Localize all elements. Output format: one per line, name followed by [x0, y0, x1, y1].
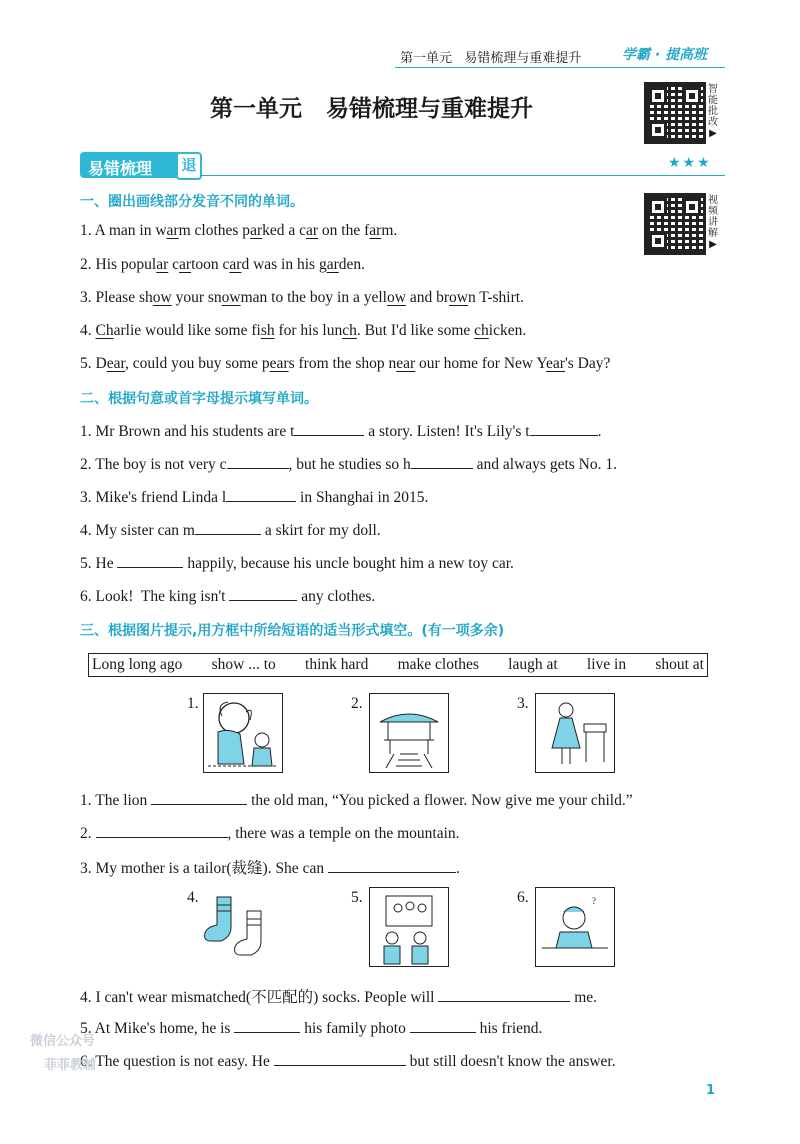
- sentence-text: 3. My mother is a tailor(裁缝). She can: [80, 860, 328, 877]
- underlined-letters: Ch: [95, 322, 114, 339]
- sentence-text: 2. The boy is not very c: [80, 456, 227, 473]
- s1-q3: [80, 289, 524, 307]
- section3-title: 三、根据图片提示,用方框中所给短语的适当形式填空。(有一项多余): [80, 623, 505, 639]
- answer-blank[interactable]: [274, 1051, 406, 1066]
- word-option: think hard: [305, 656, 369, 673]
- sentence-text: 1. A man in w: [80, 222, 167, 239]
- sentence-text: any clothes.: [297, 588, 376, 605]
- sentence-text: , but he studies so h: [288, 456, 411, 473]
- sentence-text: , could you buy some p: [125, 355, 270, 372]
- sentence-text: 1. The lion: [80, 792, 152, 809]
- brand-logo: 学霸 · 提高班: [622, 47, 708, 63]
- s1-q4: [80, 322, 526, 340]
- sentence-text: .: [597, 423, 602, 440]
- sentence-text: s from the shop n: [288, 355, 397, 372]
- sentence-text: 3. Please sh: [80, 289, 153, 306]
- answer-blank[interactable]: [410, 1018, 476, 1033]
- s2-q3: [80, 487, 428, 507]
- sentence-text: a story. Listen! It's Lily's t: [364, 423, 530, 440]
- sentence-text: 5. D: [80, 355, 107, 372]
- s1-q1: [80, 222, 397, 240]
- sentence-text: 4.: [80, 322, 96, 339]
- underlined-letters: ow: [448, 289, 468, 306]
- word-option: laugh at: [508, 656, 558, 673]
- answer-blank[interactable]: [117, 553, 183, 568]
- sentence-text: our home for New Y: [415, 355, 547, 372]
- sentence-text: 2.: [80, 825, 96, 842]
- page-title: 第一单元 易错梳理与重难提升: [210, 96, 534, 122]
- sentence-text: but still doesn't know the answer.: [405, 1053, 616, 1070]
- sentence-text: 6. The question is not easy. He: [80, 1053, 274, 1070]
- underlined-letters: ear: [546, 355, 565, 372]
- underlined-letters: sh: [260, 322, 275, 339]
- s2-q6: [80, 586, 375, 606]
- underlined-letters: ar: [306, 222, 319, 239]
- underlined-letters: ow: [386, 289, 406, 306]
- word-option: shout at: [655, 656, 704, 673]
- s3-q3: [80, 856, 460, 878]
- banner-rule: [200, 175, 725, 176]
- s2-q1: [80, 421, 601, 441]
- sentence-text: den.: [338, 256, 365, 273]
- pic-number: 1.: [187, 695, 199, 712]
- banner-label: 易错梳理: [88, 159, 153, 178]
- play-icon: ▶: [709, 128, 717, 139]
- underlined-letters: ch: [474, 322, 489, 339]
- s2-q2: [80, 454, 617, 474]
- s3-q5: [80, 1018, 542, 1038]
- pic-number: 5.: [351, 889, 363, 906]
- word-box: [88, 653, 708, 677]
- underlined-letters: ear: [396, 355, 416, 372]
- underlined-letters: ar: [250, 222, 263, 239]
- sentence-text: for his lun: [274, 322, 343, 339]
- section1-title: 一、圈出画线部分发音不同的单词。: [80, 194, 304, 210]
- underlined-letters: ar: [229, 256, 242, 273]
- answer-blank[interactable]: [151, 790, 247, 805]
- sentence-text: 5. At Mike's home, he is: [80, 1020, 235, 1037]
- sentence-text: and br: [405, 289, 449, 306]
- sentence-text: a skirt for my doll.: [260, 522, 381, 539]
- underlined-letters: ow: [152, 289, 172, 306]
- answer-blank[interactable]: [195, 520, 261, 535]
- sentence-text: . But I'd like some: [356, 322, 475, 339]
- picture-temple: [369, 693, 449, 773]
- picture-socks: [203, 887, 281, 965]
- underlined-letters: ch: [342, 322, 357, 339]
- pic-number: 3.: [517, 695, 529, 712]
- sentence-text: n T-shirt.: [467, 289, 524, 306]
- word-option: Long long ago: [92, 656, 183, 673]
- sentence-text: 4. My sister can m: [80, 522, 195, 539]
- page-number: 1: [706, 1083, 716, 1098]
- underlined-letters: ear: [106, 355, 126, 372]
- running-header: 第一单元 易错梳理与重难提升: [400, 51, 582, 66]
- underlined-letters: ar: [369, 222, 382, 239]
- sentence-text: , there was a temple on the mountain.: [227, 825, 460, 842]
- sentence-text: me.: [570, 989, 598, 1006]
- sentence-text: m clothes p: [178, 222, 251, 239]
- qr-code-video[interactable]: [644, 193, 706, 255]
- s2-q5: [80, 553, 514, 573]
- section2-title: 二、根据句意或首字母提示填写单词。: [80, 391, 318, 407]
- sentence-text: and always gets No. 1.: [472, 456, 618, 473]
- s1-q5: [80, 355, 610, 373]
- sentence-text: on the f: [318, 222, 370, 239]
- sentence-text: 3. Mike's friend Linda l: [80, 489, 227, 506]
- s1-q2: [80, 256, 365, 274]
- sentence-text: m.: [381, 222, 398, 239]
- sentence-text: .: [455, 860, 460, 877]
- pic-number: 2.: [351, 695, 363, 712]
- header-rule: [395, 67, 725, 68]
- answer-blank[interactable]: [234, 1018, 300, 1033]
- answer-blank[interactable]: [438, 987, 570, 1002]
- answer-blank[interactable]: [411, 454, 473, 469]
- answer-blank[interactable]: [227, 454, 289, 469]
- s3-q2: [80, 823, 460, 843]
- sentence-text: the old man, “You picked a flower. Now give me your child.”: [247, 792, 633, 809]
- pic-number: 6.: [517, 889, 529, 906]
- sentence-text: d was in his g: [241, 256, 327, 273]
- watermark: 微信公众号 菲菲教辅: [30, 1034, 97, 1073]
- sentence-text: his family photo: [300, 1020, 410, 1037]
- banner-badge: 退: [176, 152, 202, 180]
- answer-blank[interactable]: [226, 487, 296, 502]
- answer-blank[interactable]: [530, 421, 598, 436]
- sentence-text: 4. I can't wear mismatched(不匹配的) socks. People will: [80, 989, 439, 1006]
- underlined-letters: ear: [269, 355, 289, 372]
- s3-q6: [80, 1051, 616, 1071]
- qr1-label: 智 能 批 改 ▶: [708, 84, 718, 139]
- sentence-text: toon c: [191, 256, 230, 273]
- sentence-text: 5. He: [80, 555, 118, 572]
- picture-boy-thinking: [535, 887, 615, 967]
- underlined-letters: ar: [166, 222, 179, 239]
- sentence-text: 6. Look! The king isn't: [80, 588, 230, 605]
- picture-family-photo: [369, 887, 449, 967]
- sentence-text: c: [168, 256, 180, 273]
- sentence-text: man to the boy in a yell: [240, 289, 387, 306]
- word-option: show ... to: [211, 656, 276, 673]
- s3-q1: [80, 790, 633, 810]
- s2-q4: [80, 520, 381, 540]
- sentence-text: 1. Mr Brown and his students are t: [80, 423, 295, 440]
- answer-blank[interactable]: [96, 823, 228, 838]
- answer-blank[interactable]: [294, 421, 364, 436]
- underlined-letters: ar: [179, 256, 192, 273]
- pic-number: 4.: [187, 889, 199, 906]
- sentence-text: your sn: [171, 289, 222, 306]
- picture-lion-old-man: [203, 693, 283, 773]
- qr-code-smart-grading[interactable]: [644, 82, 706, 144]
- underlined-letters: ow: [221, 289, 241, 306]
- s3-q4: [80, 985, 597, 1007]
- word-option: live in: [586, 656, 627, 673]
- picture-girl-dress: [535, 693, 615, 773]
- sentence-text: his friend.: [475, 1020, 543, 1037]
- qr2-label: 视 频 讲 解 ▶: [708, 195, 718, 250]
- underlined-letters: ar: [326, 256, 339, 273]
- sentence-text: arlie would like some fi: [113, 322, 261, 339]
- answer-blank[interactable]: [328, 858, 456, 873]
- difficulty-stars: ★★★: [668, 155, 712, 171]
- sentence-text: 's Day?: [564, 355, 611, 372]
- underlined-letters: ar: [156, 256, 169, 273]
- sentence-text: icken.: [488, 322, 527, 339]
- word-option: make clothes: [397, 656, 479, 673]
- sentence-text: happily, because his uncle bought him a new toy car.: [183, 555, 514, 572]
- sentence-text: in Shanghai in 2015.: [296, 489, 429, 506]
- play-icon: ▶: [709, 239, 717, 250]
- sentence-text: ked a c: [262, 222, 306, 239]
- svg-text:?: ?: [592, 896, 596, 906]
- answer-blank[interactable]: [229, 586, 297, 601]
- sentence-text: 2. His popul: [80, 256, 157, 273]
